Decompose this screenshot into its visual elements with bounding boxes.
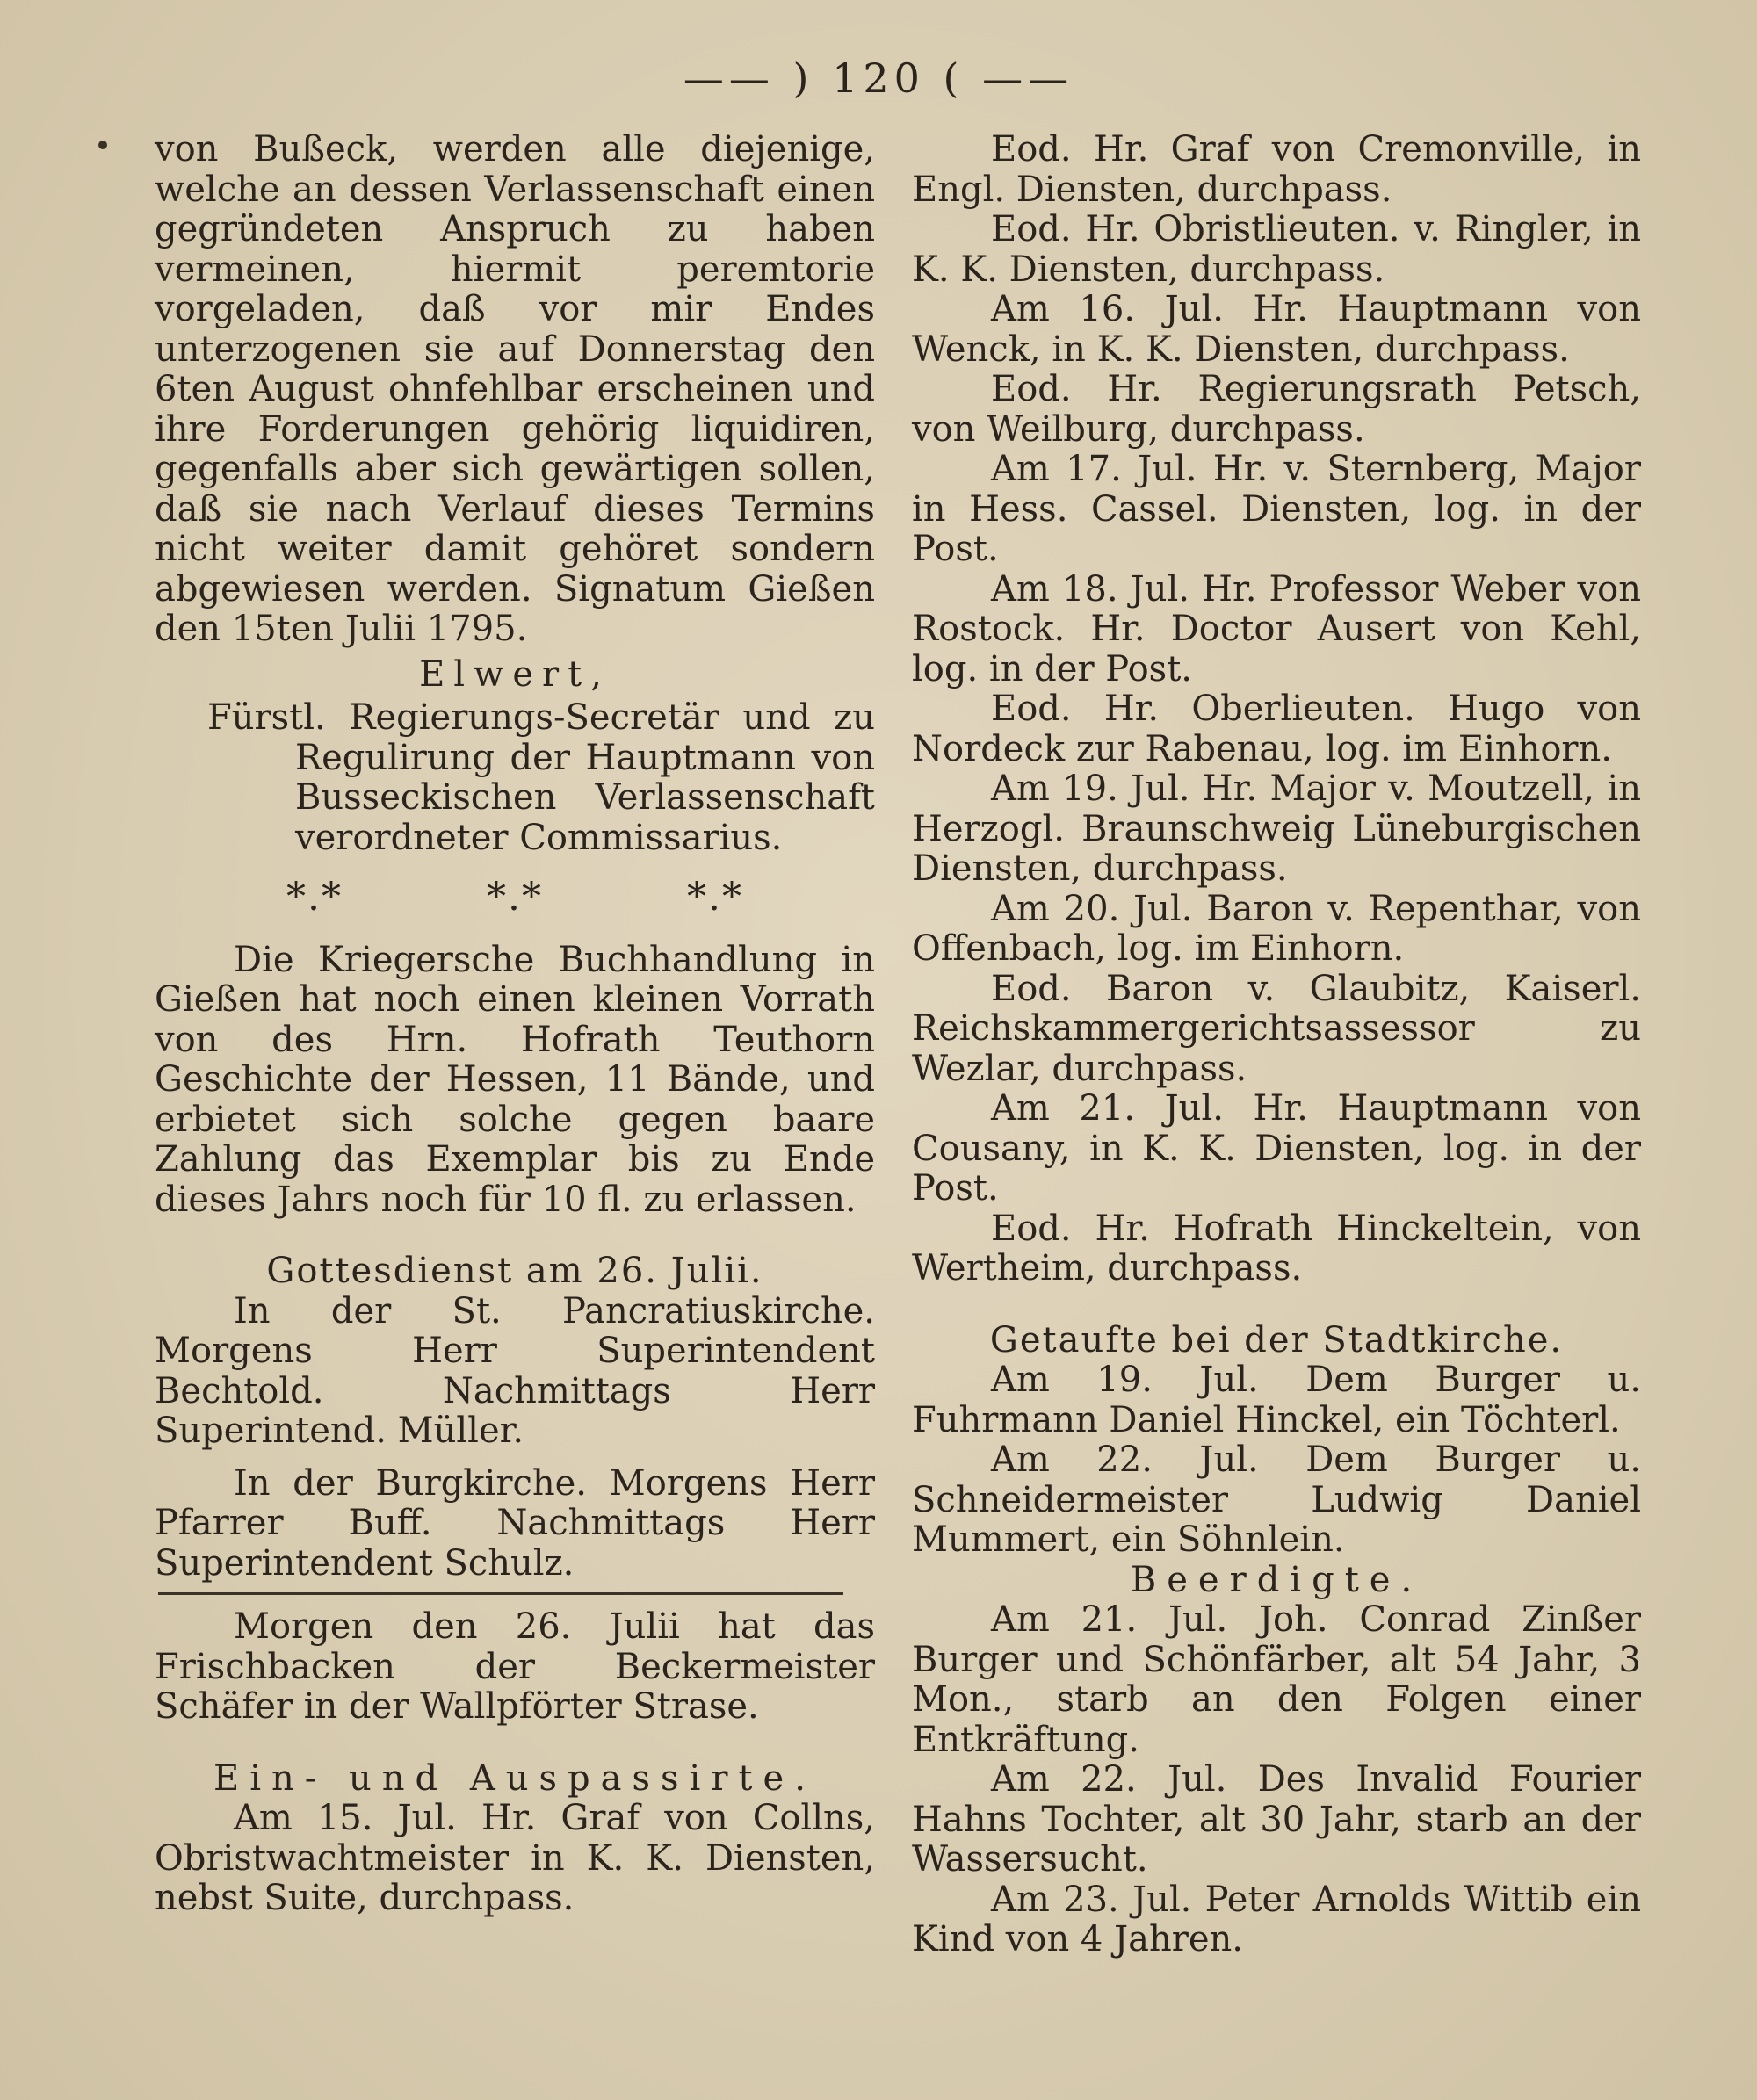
buried-entry: Am 22. Jul. Des Invalid Fourier Hahns Tochter, alt 30 Jahr, starb an der Wassersucht. xyxy=(912,1759,1641,1880)
service-burg: In der Burgkirche. Morgens Herr Pfarrer Buff. Nachmittags Herr Superintendent Schulz. xyxy=(155,1462,875,1584)
travel-entry: Eod. Baron v. Glaubitz, Kaiserl. Reichskammergerichtsassessor zu Wezlar, durchpass. xyxy=(912,968,1641,1089)
service-heading: Gottesdienst am 26. Julii. xyxy=(266,1251,763,1291)
baptized-entry: Am 19. Jul. Dem Burger u. Fuhrmann Daniel Hinckel, ein Töchterl. xyxy=(912,1360,1641,1440)
book-notice: Die Kriegersche Buchhandlung in Gießen hat noch einen kleinen Vorrath von des Hrn. Hofrath Teuthorn Geschichte der Hessen, 11 Bände, und erbietet sich solche gegen baare Zahlung das Exemplar bis zu Ende dieses Jahrs noch für 10 fl. zu erlassen. xyxy=(155,939,875,1220)
spacer xyxy=(155,1728,875,1759)
spacer xyxy=(155,1452,875,1464)
travel-entry: Eod. Hr. Obristlieuten. v. Ringler, in K. K. Diensten, durchpass. xyxy=(912,209,1641,290)
travel-entry: Am 16. Jul. Hr. Hauptmann von Wenck, in K. K. Diensten, durchpass. xyxy=(912,289,1641,370)
travel-entry: Am 21. Jul. Hr. Hauptmann von Cousany, in K. K. Diensten, log. in der Post. xyxy=(912,1088,1641,1209)
travel-entry: Am 18. Jul. Hr. Professor Weber von Rostock. Hr. Doctor Ausert von Kehl, log. in der Post. xyxy=(912,568,1641,689)
travel-entry: Eod. Hr. Regierungsrath Petsch, von Weilburg, durchpass. xyxy=(912,369,1641,450)
baptized-heading: Getaufte bei der Stadtkirche. xyxy=(989,1319,1564,1360)
asterism: *.* xyxy=(687,875,743,920)
asterism: *.* xyxy=(286,875,343,920)
buried-heading: Beerdigte. xyxy=(1130,1559,1423,1600)
baptized-entry: Am 22. Jul. Dem Burger u. Schneidermeister Ludwig Daniel Mummert, ein Söhnlein. xyxy=(912,1440,1641,1560)
asterism-divider xyxy=(286,877,743,918)
service-pancratius: In der St. Pancratiuskirche. Morgens Herr Superintendent Bechtold. Nachmittags Herr Superintend. Müller. xyxy=(155,1290,875,1451)
page-number: —— ) 120 ( —— xyxy=(683,54,1074,102)
travel-entry: Am 20. Jul. Baron v. Repenthar, von Offenbach, log. im Einhorn. xyxy=(912,888,1641,969)
legal-notice-text: von Bußeck, werden alle diejenige, welche an dessen Verlassenschaft einen gegründeten Anspruch zu haben vermeinen, hiermit peremtorie vorgeladen, daß vor mir Endes unterzogenen sie auf Donnerstag den 6ten August ohnfehlbar erscheinen und ihre Forderungen gehörig liquidiren, gegenfalls aber sich gewärtigen sollen, daß sie nach Verlauf dieses Termins nicht weiter damit gehöret sondern abgewiesen werden. Signatum Gießen den 15ten Julii 1795. xyxy=(155,129,875,649)
travel-entry: Eod. Hr. Graf von Cremonville, in Engl. Diensten, durchpass. xyxy=(912,129,1641,210)
travel-entry: Am 17. Jul. Hr. v. Sternberg, Major in Hess. Cassel. Diensten, log. in der Post. xyxy=(912,449,1641,569)
right-column xyxy=(912,130,1641,1960)
travel-entry: Am 19. Jul. Hr. Major v. Moutzell, in Herzogl. Braunschweig Lüneburgischen Diensten, durchpass. xyxy=(912,769,1641,889)
travel-entry: Eod. Hr. Oberlieuten. Hugo von Nordeck zur Rabenau, log. im Einhorn. xyxy=(912,689,1641,769)
buried-entry: Am 21. Jul. Joh. Conrad Zinßer Burger und Schönfärber, alt 54 Jahr, 3 Mon., starb an den Folgen einer Entkräftung. xyxy=(912,1599,1641,1760)
asterism: *.* xyxy=(487,875,543,920)
signature-name: Elwert, xyxy=(419,653,611,695)
section-rule xyxy=(158,1592,843,1595)
margin-dot xyxy=(98,141,107,149)
signature-title: Fürstl. Regierungs-Secretär und zu Regulirung der Hauptmann von Busseckischen Verlassenschaft verordneter Commissarius. xyxy=(207,697,875,858)
travel-entry: Am 15. Jul. Hr. Graf von Collns, Obristwachtmeister in K. K. Diensten, nebst Suite, durchpass. xyxy=(155,1798,875,1918)
bakery-notice: Morgen den 26. Julii hat das Frischbacken der Beckermeister Schäfer in der Wallpförter Strase. xyxy=(155,1606,875,1727)
left-column xyxy=(155,130,875,1919)
spacer xyxy=(155,1220,875,1252)
travel-heading: Ein- und Auspassirte. xyxy=(213,1757,816,1799)
travel-entry: Eod. Hr. Hofrath Hinckeltein, von Wertheim, durchpass. xyxy=(912,1208,1641,1288)
buried-entry: Am 23. Jul. Peter Arnolds Wittib ein Kind von 4 Jahren. xyxy=(912,1879,1641,1959)
spacer xyxy=(912,1289,1641,1321)
